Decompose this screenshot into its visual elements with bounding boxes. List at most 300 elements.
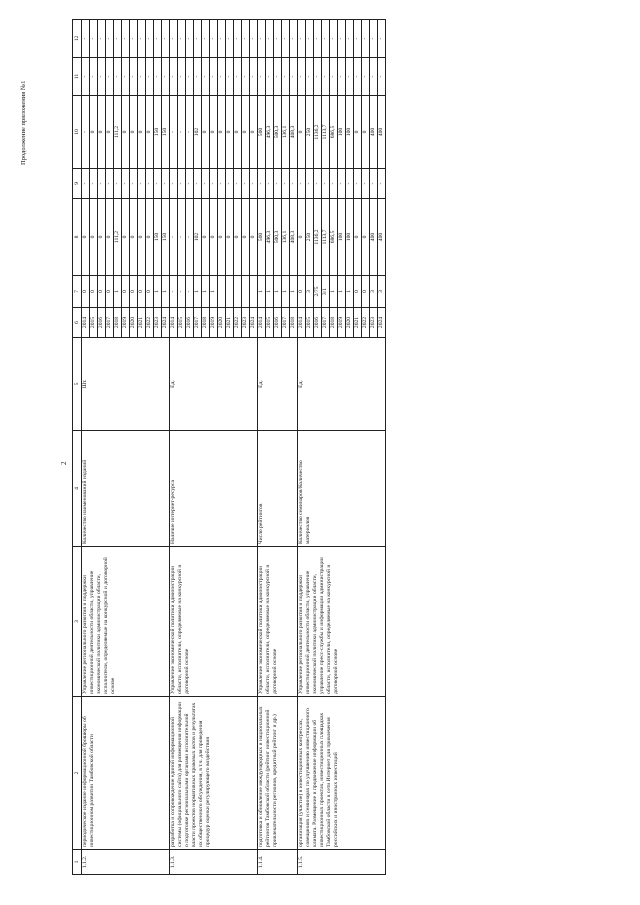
column-header: 10 (73, 96, 82, 169)
year-cell: 2020 (218, 308, 226, 338)
value-cell: 3 (306, 276, 314, 308)
continuation-note: Продолжение приложения №1 (20, 80, 27, 165)
year-cell: 2017 (194, 308, 202, 338)
value-cell: 150 (154, 199, 162, 276)
value-cell: - (266, 169, 274, 199)
program-table (72, 19, 386, 875)
value-cell: 100 (338, 199, 346, 276)
value-cell: - (98, 169, 106, 199)
value-cell: 1 (154, 276, 162, 308)
unit-cell: Ед. (298, 338, 386, 431)
year-cell: 2014 (258, 308, 266, 338)
header-row (73, 20, 82, 875)
value-cell: 496,3 (266, 96, 274, 169)
value-cell: 0 (106, 96, 114, 169)
value-cell: - (338, 20, 346, 58)
page-number: 2 (60, 461, 68, 465)
column-header: 4 (73, 431, 82, 547)
value-cell (250, 276, 258, 308)
value-cell: - (82, 20, 90, 58)
value-cell: - (186, 276, 194, 308)
value-cell: 0 (210, 199, 218, 276)
value-cell: - (274, 58, 282, 96)
value-cell: - (90, 58, 98, 96)
value-cell: - (322, 169, 330, 199)
value-cell: - (106, 169, 114, 199)
value-cell: - (178, 169, 186, 199)
value-cell: - (242, 20, 250, 58)
value-cell: 1 (162, 276, 170, 308)
value-cell: - (290, 58, 298, 96)
value-cell: 150 (162, 96, 170, 169)
value-cell: 0 (362, 276, 370, 308)
value-cell: - (106, 58, 114, 96)
value-cell: - (282, 58, 290, 96)
value-cell: - (218, 169, 226, 199)
value-cell: 250 (306, 199, 314, 276)
value-cell: - (178, 20, 186, 58)
value-cell: 1136,2 (314, 96, 322, 169)
value-cell: - (186, 169, 194, 199)
value-cell: - (138, 20, 146, 58)
value-cell: 0 (146, 96, 154, 169)
value-cell: - (194, 20, 202, 58)
value-cell: - (202, 169, 210, 199)
value-cell (226, 276, 234, 308)
value-cell: 0 (106, 276, 114, 308)
column-header: 11 (73, 58, 82, 96)
value-cell: - (218, 58, 226, 96)
year-cell: 2014 (82, 308, 90, 338)
year-cell: 2021 (354, 308, 362, 338)
value-cell: - (330, 169, 338, 199)
value-cell: - (290, 169, 298, 199)
value-cell: - (234, 58, 242, 96)
year-cell: 2021 (226, 308, 234, 338)
indicator-cell: Количество семинаров/Количество материалов (298, 431, 386, 547)
value-cell: - (354, 169, 362, 199)
value-cell: 111,2 (114, 199, 122, 276)
year-cell: 2024 (378, 308, 386, 338)
column-header: 3 (73, 547, 82, 697)
value-cell: 0 (362, 199, 370, 276)
value-cell: - (194, 169, 202, 199)
row-number: 1.1.2. (82, 850, 170, 875)
value-cell: - (274, 169, 282, 199)
value-cell: - (122, 58, 130, 96)
value-cell: 0 (98, 199, 106, 276)
value-cell (234, 276, 242, 308)
value-cell: - (250, 58, 258, 96)
value-cell: - (234, 169, 242, 199)
value-cell: 1 (194, 276, 202, 308)
value-cell: - (226, 169, 234, 199)
value-cell: - (186, 96, 194, 169)
value-cell: - (250, 169, 258, 199)
value-cell: 400 (370, 96, 378, 169)
value-cell: - (330, 58, 338, 96)
value-cell: 0 (130, 199, 138, 276)
value-cell: - (154, 20, 162, 58)
value-cell: 0 (98, 276, 106, 308)
value-cell: 250 (306, 96, 314, 169)
value-cell: 0 (234, 199, 242, 276)
value-cell: - (330, 20, 338, 58)
value-cell: - (170, 20, 178, 58)
value-cell: 1 (202, 276, 210, 308)
year-cell: 2017 (282, 308, 290, 338)
value-cell: 0 (146, 199, 154, 276)
value-cell: - (314, 20, 322, 58)
event-description: подготовка и обновление международных и национальных рейтингов Тамбовской области (рейтинг инвестиционной привлекательности регионов, кредитный рейтинг и др.) (258, 697, 298, 850)
value-cell: - (82, 58, 90, 96)
value-cell: - (170, 199, 178, 276)
value-cell: - (178, 199, 186, 276)
value-cell: - (194, 58, 202, 96)
value-cell: - (202, 58, 210, 96)
value-cell: - (362, 58, 370, 96)
value-cell: - (210, 20, 218, 58)
year-cell: 2018 (202, 308, 210, 338)
year-cell: 2023 (154, 308, 162, 338)
value-cell: 150 (162, 199, 170, 276)
value-cell: - (186, 58, 194, 96)
value-cell: - (178, 58, 186, 96)
unit-cell: Шт. (82, 338, 170, 431)
value-cell: 1 (258, 276, 266, 308)
table-row (170, 20, 178, 875)
value-cell: - (106, 20, 114, 58)
value-cell: - (242, 169, 250, 199)
year-cell: 2019 (338, 308, 346, 338)
value-cell: 0 (106, 199, 114, 276)
value-cell: - (162, 20, 170, 58)
year-cell: 2018 (290, 308, 298, 338)
value-cell: 100 (346, 96, 354, 169)
value-cell: - (114, 58, 122, 96)
year-cell: 2023 (370, 308, 378, 338)
value-cell: 136,1 (282, 199, 290, 276)
value-cell: 400 (370, 199, 378, 276)
value-cell: 0 (210, 96, 218, 169)
value-cell: - (258, 169, 266, 199)
value-cell: 1 (274, 276, 282, 308)
year-cell: 2016 (314, 308, 322, 338)
year-cell: 2015 (306, 308, 314, 338)
value-cell: - (114, 169, 122, 199)
value-cell: 1113,7 (322, 199, 330, 276)
value-cell: 0 (130, 276, 138, 308)
table-row (82, 20, 90, 875)
year-cell: 2018 (114, 308, 122, 338)
value-cell: 1 (290, 276, 298, 308)
value-cell: - (98, 58, 106, 96)
executor-cell: Управление экономической политики администрации области, исполнители, определяемые на конкурсной и договорной основе (170, 547, 258, 697)
year-cell: 2014 (170, 308, 178, 338)
value-cell: 0 (138, 199, 146, 276)
value-cell: 2/75 (314, 276, 322, 308)
value-cell: 0 (90, 276, 98, 308)
value-cell: - (154, 58, 162, 96)
executor-cell: Управление регионального развития и поддержки инвестиционной деятельности области, управление экономической политики администрации области, управление пресс-службы и информации администрации области, исполнители, определяемые на конкурсной и договорной основе (298, 547, 386, 697)
value-cell: 1 (346, 276, 354, 308)
value-cell: - (298, 169, 306, 199)
row-number: 1.1.4. (258, 850, 298, 875)
value-cell: - (258, 58, 266, 96)
value-cell: 100 (338, 96, 346, 169)
value-cell: 0 (226, 199, 234, 276)
unit-cell: Ед. (170, 338, 258, 431)
value-cell: 500 (258, 96, 266, 169)
value-cell: 0 (122, 199, 130, 276)
year-cell: 2017 (322, 308, 330, 338)
value-cell: - (266, 58, 274, 96)
year-cell: 2015 (178, 308, 186, 338)
value-cell: 1113,7 (322, 96, 330, 169)
year-cell: 2016 (186, 308, 194, 338)
value-cell: - (346, 169, 354, 199)
value-cell: - (226, 20, 234, 58)
value-cell: - (138, 58, 146, 96)
column-header: 6 (73, 308, 82, 338)
year-cell: 2015 (90, 308, 98, 338)
value-cell: 1 (210, 276, 218, 308)
value-cell: 3 (370, 276, 378, 308)
value-cell: 100 (346, 199, 354, 276)
table-row (258, 20, 266, 875)
value-cell: - (354, 58, 362, 96)
value-cell: - (290, 20, 298, 58)
value-cell: - (250, 20, 258, 58)
value-cell: - (170, 58, 178, 96)
value-cell: - (322, 58, 330, 96)
value-cell: - (170, 96, 178, 169)
value-cell: 0 (298, 276, 306, 308)
indicator-cell: Количество наименований изданий (82, 431, 170, 547)
value-cell: - (122, 169, 130, 199)
executor-cell: Управление регионального развития и поддержки инвестиционной деятельности области, управление экономической политики администрации области, исполнители, определяемые на конкурсной и договорной основе (82, 547, 170, 697)
value-cell: - (274, 20, 282, 58)
value-cell: 400 (378, 199, 386, 276)
value-cell: 500,3 (274, 199, 282, 276)
value-cell: - (234, 20, 242, 58)
value-cell: 686,5 (330, 199, 338, 276)
value-cell: - (282, 20, 290, 58)
event-description: разработка и сопровождение единой информационной системы (официального сайта) для размещения информации о подготовке региональными органами исполнительной власти проектов нормативных правовых актов и результатах их общественного обсуждения, в т.ч. для проведения процедур оценки регулирующего воздействия (170, 697, 258, 850)
year-cell: 2022 (234, 308, 242, 338)
year-cell: 2014 (298, 308, 306, 338)
value-cell: - (362, 20, 370, 58)
value-cell: 0 (202, 96, 210, 169)
value-cell: 500 (258, 199, 266, 276)
column-header: 9 (73, 169, 82, 199)
value-cell: 0 (82, 276, 90, 308)
year-cell: 2019 (210, 308, 218, 338)
value-cell: - (306, 169, 314, 199)
value-cell: - (170, 169, 178, 199)
value-cell: - (90, 20, 98, 58)
value-cell: - (338, 169, 346, 199)
year-cell: 2024 (162, 308, 170, 338)
value-cell: - (354, 20, 362, 58)
value-cell: - (170, 276, 178, 308)
year-cell: 2019 (122, 308, 130, 338)
value-cell: - (82, 169, 90, 199)
value-cell: - (314, 58, 322, 96)
value-cell: - (282, 169, 290, 199)
row-number: 1.1.5. (298, 850, 386, 875)
table-body (82, 20, 386, 875)
value-cell: 0 (242, 199, 250, 276)
value-cell: 0 (90, 96, 98, 169)
value-cell: 111,2 (114, 96, 122, 169)
value-cell: - (178, 276, 186, 308)
value-cell: 0 (354, 276, 362, 308)
value-cell: - (82, 96, 90, 169)
value-cell: - (154, 169, 162, 199)
year-cell: 2021 (138, 308, 146, 338)
event-description: организация (участие) в инвестиционных конгрессах, совещаниях и семинарах по улучшению инвестиционного климата. Размещение и продвижение информации об инвестиционных проектах, инвестиционных площадках Тамбовской области в сети Интернет для привлечения российских и иностранных инвестиций (298, 697, 386, 850)
value-cell: - (210, 58, 218, 96)
value-cell: 0 (146, 276, 154, 308)
value-cell: 496,3 (266, 199, 274, 276)
value-cell: 0 (242, 96, 250, 169)
indicator-cell: Число рейтингов (258, 431, 298, 547)
value-cell: - (378, 20, 386, 58)
value-cell: 3 (378, 276, 386, 308)
value-cell: 400 (378, 96, 386, 169)
year-cell: 2018 (330, 308, 338, 338)
year-cell: 2016 (274, 308, 282, 338)
value-cell: - (210, 169, 218, 199)
year-cell: 2022 (362, 308, 370, 338)
value-cell: - (266, 20, 274, 58)
indicator-cell: Наличие интернет-ресурса (170, 431, 258, 547)
value-cell: - (346, 58, 354, 96)
column-header: 12 (73, 20, 82, 58)
table-row (298, 20, 306, 875)
executor-cell: Управление экономической политики администрации области, исполнители, определяемые на конкурсной и договорной основе (258, 547, 298, 697)
event-description: периодическое издание информационной брошюры об инвестиционном развитии Тамбовской области (82, 697, 170, 850)
value-cell: 0 (354, 96, 362, 169)
value-cell: - (146, 169, 154, 199)
column-header: 7 (73, 276, 82, 308)
column-header: 5 (73, 338, 82, 431)
year-cell: 2017 (106, 308, 114, 338)
value-cell: - (362, 169, 370, 199)
row-number: 1.1.3. (170, 850, 258, 875)
value-cell: 0 (138, 96, 146, 169)
value-cell: 0 (362, 96, 370, 169)
value-cell: 1 (282, 276, 290, 308)
value-cell: - (338, 58, 346, 96)
value-cell: - (378, 58, 386, 96)
value-cell: - (226, 58, 234, 96)
value-cell: 136,1 (282, 96, 290, 169)
value-cell: 408,3 (290, 199, 298, 276)
value-cell: 0 (122, 96, 130, 169)
year-cell: 2020 (346, 308, 354, 338)
value-cell: - (114, 20, 122, 58)
value-cell: - (346, 20, 354, 58)
value-cell: - (162, 169, 170, 199)
value-cell: - (130, 58, 138, 96)
value-cell: 0 (90, 199, 98, 276)
value-cell: - (186, 199, 194, 276)
value-cell: 0 (226, 96, 234, 169)
value-cell: - (90, 169, 98, 199)
value-cell: 1 (266, 276, 274, 308)
value-cell: 0 (250, 96, 258, 169)
year-cell: 2022 (146, 308, 154, 338)
value-cell: 0 (218, 199, 226, 276)
value-cell: - (146, 20, 154, 58)
value-cell: 0 (98, 96, 106, 169)
value-cell: 150 (154, 96, 162, 169)
column-header: 1 (73, 850, 82, 875)
value-cell: - (314, 169, 322, 199)
year-cell: 2023 (242, 308, 250, 338)
value-cell: 408,3 (290, 96, 298, 169)
value-cell: 0 (354, 199, 362, 276)
value-cell: 102 (194, 199, 202, 276)
value-cell: - (370, 169, 378, 199)
value-cell: 0 (122, 276, 130, 308)
value-cell: 0 (218, 96, 226, 169)
value-cell: - (306, 20, 314, 58)
value-cell (218, 276, 226, 308)
value-cell: - (370, 20, 378, 58)
value-cell: 3/1 (322, 276, 330, 308)
value-cell: - (162, 58, 170, 96)
value-cell: 0 (130, 96, 138, 169)
year-cell: 2015 (266, 308, 274, 338)
year-cell: 2024 (250, 308, 258, 338)
value-cell: 0 (234, 96, 242, 169)
column-header: 8 (73, 199, 82, 276)
value-cell: 686,5 (330, 96, 338, 169)
unit-cell: Ед. (258, 338, 298, 431)
value-cell: 0 (298, 96, 306, 169)
value-cell: 102 (194, 96, 202, 169)
value-cell: - (298, 58, 306, 96)
value-cell: 1136,2 (314, 199, 322, 276)
value-cell: - (378, 169, 386, 199)
value-cell: - (322, 20, 330, 58)
column-header: 2 (73, 697, 82, 850)
value-cell: 1 (338, 276, 346, 308)
value-cell: - (202, 20, 210, 58)
value-cell: 0 (202, 199, 210, 276)
value-cell: - (138, 169, 146, 199)
value-cell: - (370, 58, 378, 96)
value-cell: - (178, 96, 186, 169)
value-cell (242, 276, 250, 308)
value-cell: - (130, 169, 138, 199)
value-cell: - (122, 20, 130, 58)
value-cell: - (98, 20, 106, 58)
value-cell: 0 (298, 199, 306, 276)
value-cell: - (306, 58, 314, 96)
value-cell: - (186, 20, 194, 58)
year-cell: 2016 (98, 308, 106, 338)
value-cell: - (146, 58, 154, 96)
value-cell: - (258, 20, 266, 58)
value-cell: 500,3 (274, 96, 282, 169)
value-cell: - (298, 20, 306, 58)
value-cell: 1 (114, 276, 122, 308)
year-cell: 2020 (130, 308, 138, 338)
